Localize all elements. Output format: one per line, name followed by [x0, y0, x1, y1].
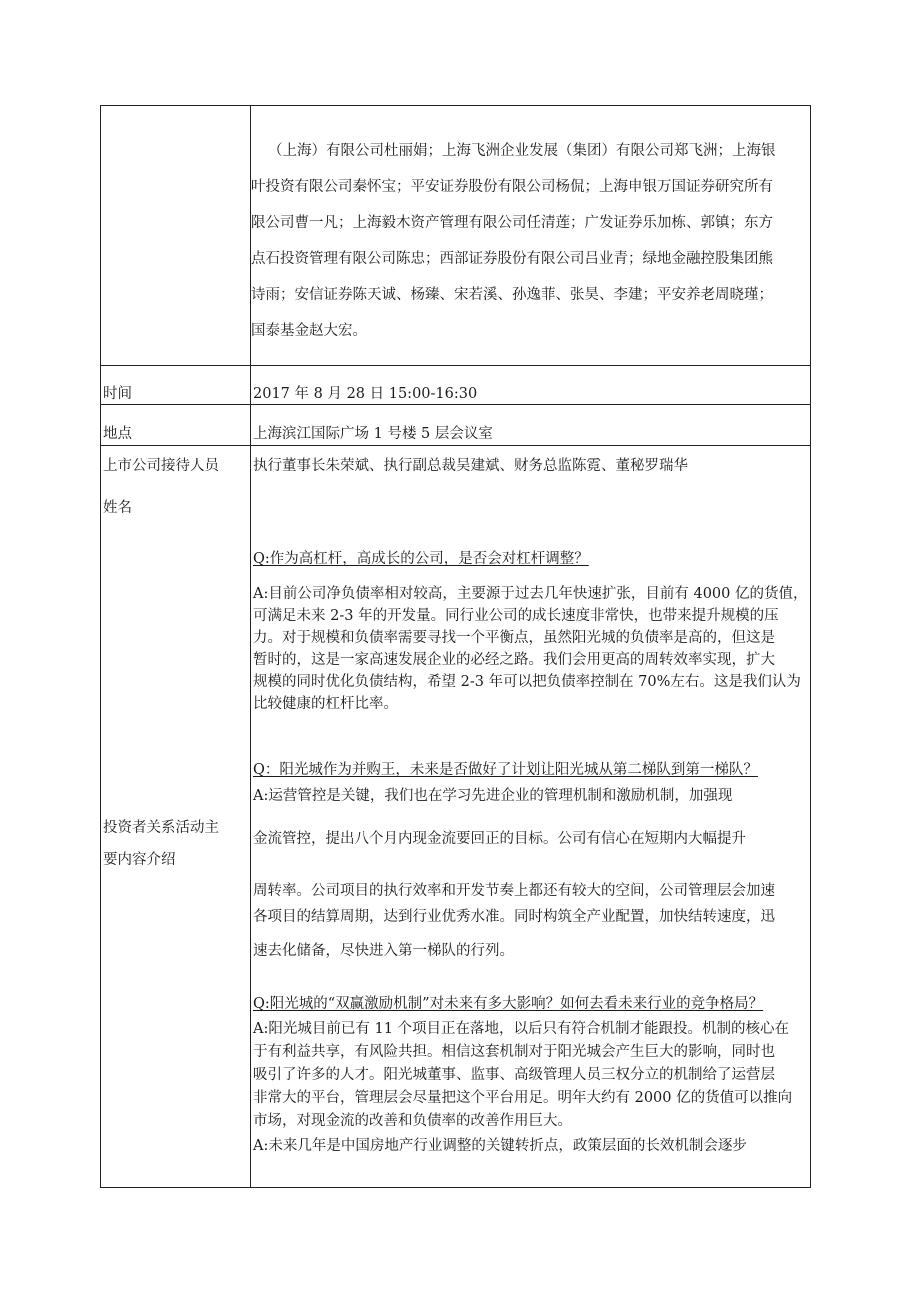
question-1: Q:作为高杠杆，高成长的公司，是否会对杠杆调整？ — [253, 551, 589, 567]
answer-3-line: 吸引了许多的人才。阳光城董事、监事、高级管理人员三权分立的机制给了运营层 — [253, 1067, 775, 1083]
attendees-line: 诗雨；安信证券陈天诚、杨臻、宋若溪、孙逸菲、张昊、李建；平安养老周晓瑾； — [251, 287, 773, 303]
answer-1-line: 暂时的，这是一家高速发展企业的必经之路。我们会用更高的周转效率实现，扩大 — [253, 652, 775, 668]
place-label: 地点 — [103, 426, 132, 442]
attendees-line: 国泰基金赵大宏。 — [251, 323, 367, 339]
answer-2-line: 速去化储备，尽快进入第一梯队的行列。 — [253, 943, 514, 959]
content-label: 要内容介绍 — [103, 852, 176, 868]
answer-3-line: A:阳光城目前已有 11 个项目正在落地，以后只有符合机制才能跟投。机制的核心在 — [253, 1021, 790, 1037]
hosts-label: 上市公司接待人员 — [103, 458, 219, 474]
answer-3-line: 市场，对现金流的改善和负债率的改善作用巨大。 — [253, 1113, 572, 1129]
answer-1-line: 可满足未来 2-3 年的开发量。同行业公司的成长速度非常快，也带来提升规模的压 — [253, 608, 779, 624]
answer-3-line: 于有利益共享，有风险共担。相信这套机制对于阳光城会产生巨大的影响，同时也 — [253, 1044, 775, 1060]
answer-2-line: 各项目的结算周期，达到行业优秀水准。同时构筑全产业配置，加快结转速度，迅 — [253, 909, 775, 925]
answer-1-line: 比较健康的杠杆比率。 — [253, 696, 398, 712]
row-divider — [101, 365, 810, 366]
hosts-label: 姓名 — [103, 500, 132, 516]
attendees-line: （上海）有限公司杜丽娟；上海飞洲企业发展（集团）有限公司郑飞洲；上海银 — [268, 143, 776, 159]
question-2: Q：阳光城作为并购王，未来是否做好了计划让阳光城从第二梯队到第一梯队？ — [253, 762, 758, 778]
content-label: 投资者关系活动主 — [103, 820, 219, 836]
row-divider — [101, 445, 810, 446]
time-value: 2017 年 8 月 28 日 15:00-16:30 — [253, 386, 478, 402]
answer-1-line: A:目前公司净负债率相对较高，主要源于过去几年快速扩张，目前有 4000 亿的货值， — [253, 586, 808, 602]
answer-1-line: 规模的同时优化负债结构，希望 2-3 年可以把负债率控制在 70%左右。这是我们认为 — [253, 674, 801, 690]
time-label: 时间 — [103, 386, 132, 402]
attendees-line: 叶投资有限公司秦怀宝；平安证券股份有限公司杨侃；上海申银万国证券研究所有 — [251, 179, 773, 195]
answer-1-line: 力。对于规模和负债率需要寻找一个平衡点，虽然阳光城的负债率是高的，但这是 — [253, 630, 775, 646]
answer-2-line: A:运营管控是关键，我们也在学习先进企业的管理机制和激励机制，加强现 — [253, 788, 733, 804]
attendees-line: 点石投资管理有限公司陈忠；西部证券股份有限公司吕业青；绿地金融控股集团熊 — [251, 251, 773, 267]
answer-2-line: 金流管控，提出八个月内现金流要回正的目标。公司有信心在短期内大幅提升 — [253, 831, 746, 847]
place-value: 上海滨江国际广场 1 号楼 5 层会议室 — [253, 426, 493, 442]
row-divider — [101, 404, 810, 405]
answer-4-line: A:未来几年是中国房地产行业调整的关键转折点，政策层面的长效机制会逐步 — [253, 1138, 747, 1154]
question-3: Q:阳光城的“双赢激励机制”对未来有多大影响？如何去看未来行业的竞争格局？ — [253, 996, 764, 1012]
hosts-value: 执行董事长朱荣斌、执行副总裁吴建斌、财务总监陈霓、董秘罗瑞华 — [253, 458, 688, 474]
attendees-line: 限公司曹一凡；上海毅木资产管理有限公司任清莲；广发证券乐加栋、郭镇；东方 — [251, 215, 773, 231]
answer-3-line: 非常大的平台，管理层会尽量把这个平台用足。明年大约有 2000 亿的货值可以推向 — [253, 1090, 793, 1106]
investor-relations-table — [100, 105, 811, 1188]
answer-2-line: 周转率。公司项目的执行效率和开发节奏上都还有较大的空间，公司管理层会加速 — [253, 883, 775, 899]
